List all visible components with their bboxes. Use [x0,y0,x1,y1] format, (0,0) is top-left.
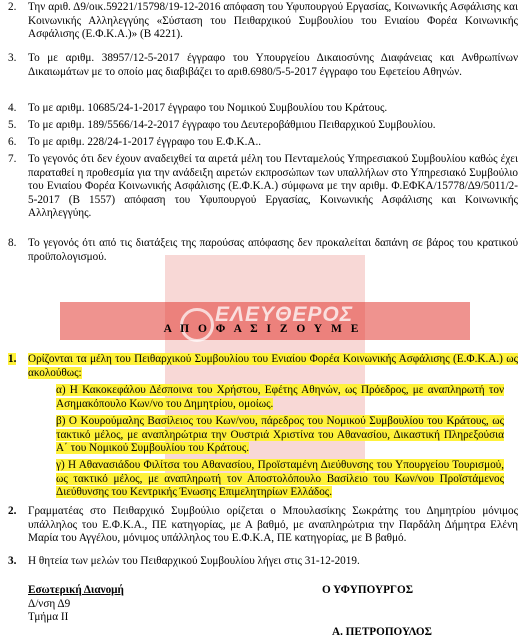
item-number: 8. [8,237,17,249]
decision-item-2 [8,505,518,546]
item-text: Ορίζονται τα μέλη του Πειθαρχικού Συμβουλίου του Ενιαίου Φορέα Κοινωνικής Ασφάλισης (Ε.Φ.Κ.Α.) ως ακολούθως: [28,353,518,379]
item-number: 2. [8,505,17,517]
decision-item-1 [8,353,518,380]
item-text: Το με αριθμ. 189/5566/14-2-2017 έγγραφο του Δευτεροβάθμιου Πειθαρχικού Συμβουλίου. [28,119,436,131]
decision-item-3 [8,555,518,569]
paragraph-item-2 [8,1,518,42]
item-text: Το γεγονός ότι από τις διατάξεις της παρούσας απόφασης δεν προκαλείται δαπάνη σε βάρος του κρατικού προϋπολογισμού. [28,237,518,263]
distribution-line: Τμήμα ΙΙ [28,611,69,623]
member-gamma: γ) Η Αθανασιάδου Φιλίτσα του Αθανασίου, Προϊσταμένη Διεύθυνσης του Υπουργείου Τουρισμού, ως τακτικό μέλος, με αναπληρωτή τον Αποστολόπουλο Βασίλειο του Κων/νου Προϊστάμενος Διεύθυνσης του Κεντρικής Ένωσης Επιμελητηρίων Ελλάδος. [56,459,504,499]
paragraph-item-5 [8,119,518,133]
paragraph-item-3 [8,52,518,79]
item-number: 2. [8,1,17,13]
paragraph-item-8 [8,237,518,264]
paragraph-item-6 [8,136,518,150]
item-number: 3. [8,555,17,567]
item-text: Το με αριθμ. 38957/12-5-2017 έγγραφο του Υπουργείου Δικαιοσύνης Διαφάνειας και Ανθρωπίνων Δικαιωμάτων με το οποίο μας διαβιβάζει το αριθ.6980/5-5-2017 έγγραφο του Εφετείου Αθηνών. [28,52,518,78]
item-text: Το με αριθμ. 10685/24-1-2017 έγγραφο του Νομικού Συμβουλίου του Κράτους. [28,102,388,114]
decision-heading: Α Π Ο Φ Α Σ Ι Ζ Ο Υ Μ Ε [163,323,362,335]
item-number: 1. [8,353,17,365]
member-alpha: α) Η Κακοκεφάλου Δέσποινα του Χρήστου, Εφέτης Αθηνών, ως Πρόεδρος, με αναπληρωτή τον Ασημακόπουλο Κων/νο του Δημητρίου, ομοίως. [56,384,504,410]
item-number: 5. [8,119,17,131]
item-number: 6. [8,136,17,148]
paragraph-item-4 [8,102,518,116]
distribution-line: Δ/νση Δ9 [28,598,71,610]
item-number: 7. [8,153,17,165]
watermark-text: ΕΛΕΥΘΕΡΟΣ [215,303,354,326]
item-text: Το γεγονός ότι δεν έχουν αναδειχθεί τα αιρετά μέλη του Πενταμελούς Υπηρεσιακού Συμβουλίου καθώς έχει παραταθεί η προθεσμία για την ανάδειξη αιρετών εκπροσώπων των υπαλλήλων στο Υπηρεσιακό Συμβούλιο του Ενιαίου Φορέα Κοινωνικής Ασφάλισης (Ε.Φ.Κ.Α.) σύμφωνα με την αριθμ. Φ.ΕΦΚΑ/15778/Δ9/5011/2-5-2017 (Β 1557) απόφαση του Υφυπουργού Εργασίας, Κοινωνικής Ασφάλισης και Κοινωνικής Αλληλεγγύης. [28,153,518,220]
distribution-title: Εσωτερική Διανομή [28,584,124,596]
signer-title: Ο ΥΦΥΠΟΥΡΓΟΣ [322,584,414,596]
paragraph-item-7 [8,153,518,221]
member-beta: β) Ο Κουρούμαλης Βασίλειος του Κων/νου, πάρεδρος του Νομικού Συμβουλίου του Κράτους, ως τακτικό μέλος, με αναπληρώτρια την Ουστριά Χριστίνα του Αθανασίου, Δικαστική Πληρεξούσια Α΄ του Νομικού Συμβουλίου του Κράτους. [56,415,504,455]
signer-name: Α. ΠΕΤΡΟΠΟΥΛΟΣ [332,626,432,638]
item-text: Την αριθ. Δ9/οικ.59221/15798/19-12-2016 απόφαση του Υφυπουργού Εργασίας, Κοινωνικής Ασφάλισης και Κοινωνικής Αλληλεγγύης «Σύσταση του Πειθαρχικού Συμβουλίου του Ενιαίου Φορέα Κοινωνικής Ασφάλισης (Ε.Φ.Κ.Α.)» (Β 4221). [28,1,518,41]
item-text: Γραμματέας στο Πειθαρχικό Συμβούλιο ορίζεται ο Μπουλασίκης Σωκράτης του Δημητρίου μόνιμος υπάλληλος του Ε.Φ.Κ.Α., ΠΕ κατηγορίας, με Α βαθμό, με αναπληρώτρια την Παρδάλη Δήμητρα Ελένη Μαρία του Αγγέλου, μόνιμος υπάλληλος του Ε.Φ.Κ.Α, ΠΕ κατηγορίας, με Β βαθμό. [28,505,518,545]
item-text: Το με αριθμ. 228/24-1-2017 έγγραφο του Ε.Φ.Κ.Α.. [28,136,262,148]
item-text: Η θητεία των μελών του Πειθαρχικού Συμβουλίου λήγει στις 31-12-2019. [28,555,360,567]
item-number: 3. [8,52,17,64]
item-number: 4. [8,102,17,114]
